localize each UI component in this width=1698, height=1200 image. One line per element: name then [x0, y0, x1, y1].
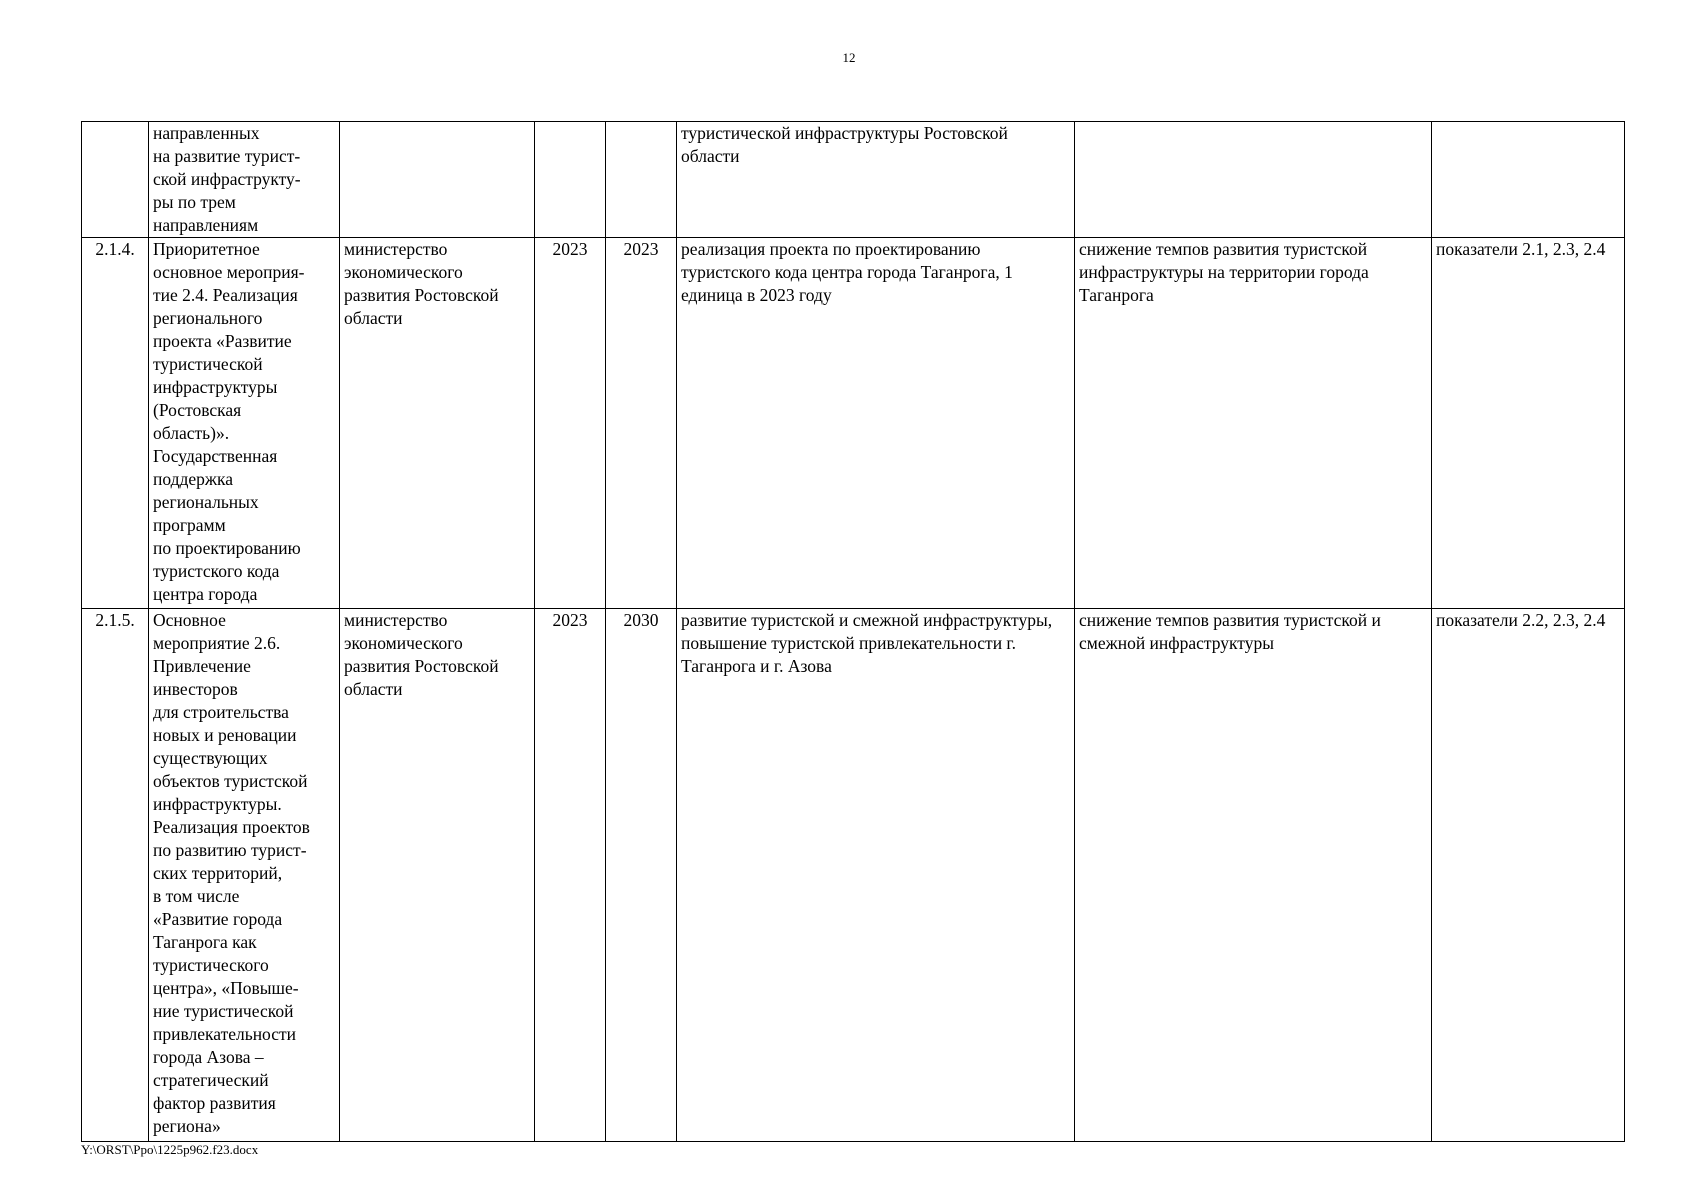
expected-result: туристической инфраструктуры Ростовской области — [677, 122, 1075, 238]
start-year: 2023 — [535, 609, 606, 1142]
measure-name: направленных на развитие турист- ской инфраструкту- ры по трем направлениям — [149, 122, 340, 238]
indicators — [1432, 122, 1625, 238]
indicators: показатели 2.2, 2.3, 2.4 — [1432, 609, 1625, 1142]
executor: министерство экономического развития Ростовской области — [340, 238, 535, 609]
consequences: снижение темпов развития туристской инфраструктуры на территории города Таганрога — [1075, 238, 1432, 609]
executor: министерство экономического развития Ростовской области — [340, 609, 535, 1142]
table-row — [82, 609, 1625, 1142]
file-path-footer: Y:\ORST\Ppo\1225p962.f23.docx — [81, 1142, 259, 1157]
row-number: 2.1.4. — [82, 238, 149, 609]
row-number: 2.1.5. — [82, 609, 149, 1142]
page-number: 12 — [842, 50, 856, 65]
measures-table — [81, 121, 1625, 1142]
measure-name: Основное мероприятие 2.6. Привлечение инвесторов для строительства новых и реновации существующих объектов туристской инфраструктуры. Реализация проектов по развитию турист- ских территорий, в том числе «Развитие города Таганрога как туристического центра», «Повыше- ние туристической привлекательности города Азова – стратегический фактор развития региона» — [149, 609, 340, 1142]
row-number — [82, 122, 149, 238]
end-year — [606, 122, 677, 238]
table-row — [82, 122, 1625, 238]
indicators: показатели 2.1, 2.3, 2.4 — [1432, 238, 1625, 609]
consequences — [1075, 122, 1432, 238]
end-year: 2030 — [606, 609, 677, 1142]
consequences: снижение темпов развития туристской и смежной инфраструктуры — [1075, 609, 1432, 1142]
start-year: 2023 — [535, 238, 606, 609]
start-year — [535, 122, 606, 238]
measure-name: Приоритетное основное мероприя- тие 2.4. Реализация регионального проекта «Развитие туристической инфраструктуры (Ростовская область)». Государственная поддержка региональных программ по проектированию туристского кода центра города — [149, 238, 340, 609]
expected-result: развитие туристской и смежной инфраструктуры, повышение туристской привлекательности г. Таганрога и г. Азова — [677, 609, 1075, 1142]
table-row — [82, 238, 1625, 609]
end-year: 2023 — [606, 238, 677, 609]
executor — [340, 122, 535, 238]
expected-result: реализация проекта по проектированию туристского кода центра города Таганрога, 1 единица в 2023 году — [677, 238, 1075, 609]
